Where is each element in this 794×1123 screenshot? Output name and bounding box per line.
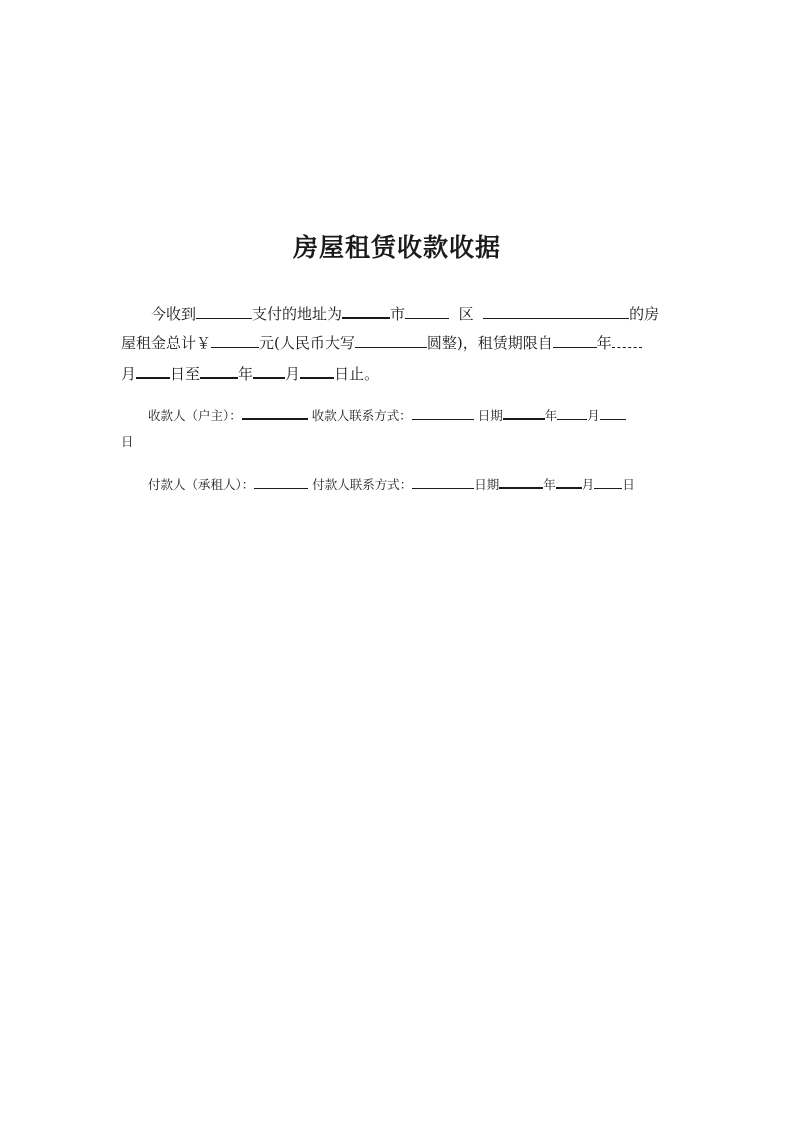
payer-date-label: 日期 bbox=[474, 477, 500, 492]
payer-name-blank[interactable] bbox=[196, 303, 252, 319]
receiver-line bbox=[148, 403, 626, 426]
amount-capital-blank[interactable] bbox=[355, 332, 427, 348]
receiver-year-label: 年 bbox=[544, 408, 558, 423]
text-lease-from: 圆整)，租赁期限自 bbox=[426, 334, 553, 352]
amount-blank[interactable] bbox=[211, 332, 259, 348]
text-received: 今收到 bbox=[151, 305, 197, 323]
paragraph-line-3 bbox=[121, 362, 379, 384]
payer-label: 付款人（承租人）： bbox=[148, 477, 255, 492]
text-address: 支付的地址为 bbox=[252, 305, 343, 323]
text-of-house: 的房 bbox=[629, 305, 660, 323]
district-blank[interactable] bbox=[405, 303, 449, 319]
receiver-month-blank[interactable] bbox=[557, 404, 587, 420]
payer-contact-label: 付款人联系方式： bbox=[312, 477, 413, 492]
end-month-blank[interactable] bbox=[253, 362, 285, 379]
text-month-1: 月 bbox=[121, 365, 137, 383]
paragraph-line-1 bbox=[151, 302, 659, 324]
text-year-1: 年 bbox=[596, 334, 612, 352]
end-day-blank[interactable] bbox=[300, 362, 334, 379]
receiver-day-label: 日 bbox=[121, 434, 134, 449]
start-year-blank[interactable] bbox=[553, 332, 597, 348]
payer-year-blank[interactable] bbox=[499, 472, 543, 489]
city-blank[interactable] bbox=[342, 302, 390, 319]
payer-day-label: 日 bbox=[622, 477, 635, 492]
payer-year-label: 年 bbox=[543, 477, 556, 492]
text-rmb-capital: 元(人民币大写 bbox=[259, 334, 355, 352]
document-title: 房屋租赁收款收据 bbox=[292, 233, 501, 262]
receiver-day-blank[interactable] bbox=[600, 404, 626, 420]
receiver-name-blank[interactable] bbox=[242, 403, 308, 420]
receiver-contact-blank[interactable] bbox=[412, 404, 474, 420]
text-month-2: 月 bbox=[285, 365, 301, 383]
payer-contact-blank[interactable] bbox=[412, 473, 474, 489]
receiver-year-blank[interactable] bbox=[503, 403, 545, 420]
payer-name-sign-blank[interactable] bbox=[254, 473, 308, 489]
paragraph-line-2 bbox=[121, 332, 642, 353]
receiver-date-label: 日期 bbox=[477, 408, 503, 423]
text-year-2: 年 bbox=[238, 365, 254, 383]
text-rent-total: 屋租金总计￥ bbox=[121, 334, 212, 352]
street-address-blank[interactable] bbox=[483, 303, 629, 319]
receiver-contact-label: 收款人联系方式： bbox=[311, 408, 412, 423]
text-day-end: 日止。 bbox=[334, 365, 380, 383]
payer-day-blank[interactable] bbox=[594, 473, 622, 489]
text-day-to: 日至 bbox=[170, 365, 201, 383]
payer-month-blank[interactable] bbox=[556, 472, 582, 489]
payer-line bbox=[148, 472, 635, 495]
end-year-blank[interactable] bbox=[200, 362, 238, 379]
payer-month-label: 月 bbox=[581, 477, 595, 492]
text-city: 市 bbox=[390, 305, 406, 323]
receiver-label: 收款人（户主）： bbox=[148, 408, 242, 423]
receiver-month-label: 月 bbox=[587, 408, 600, 423]
start-month-blank[interactable] bbox=[612, 332, 642, 348]
receiver-line-wrap bbox=[121, 432, 134, 452]
start-day-blank[interactable] bbox=[136, 362, 170, 379]
text-district: 区 bbox=[458, 305, 474, 323]
